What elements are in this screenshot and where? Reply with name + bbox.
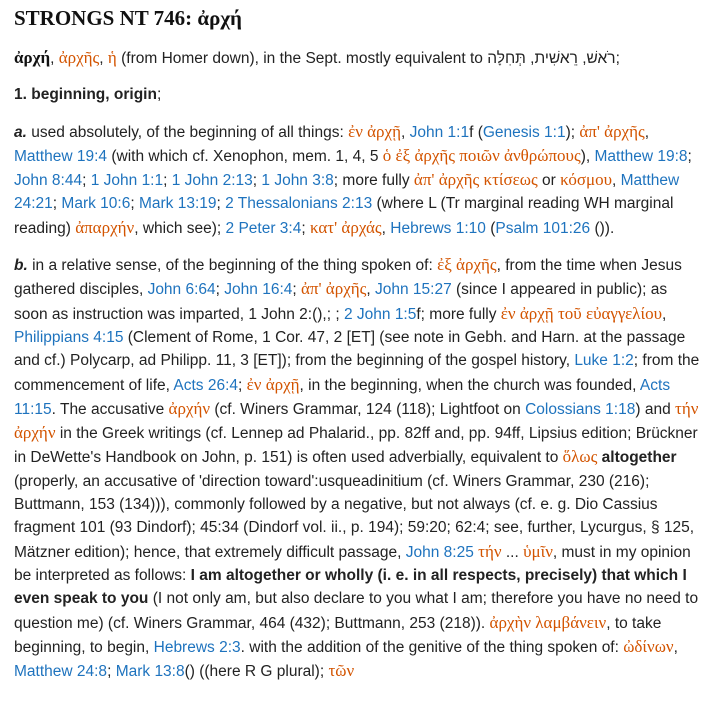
greek-term: ἐν ἀρχῇ bbox=[246, 374, 300, 394]
body-text: , bbox=[381, 219, 391, 237]
sense-b-paragraph bbox=[14, 253, 701, 683]
body-text: ; bbox=[215, 281, 225, 299]
body-text: ) and bbox=[635, 400, 675, 418]
punctuation: ; bbox=[615, 50, 620, 67]
scripture-reference-link[interactable]: Genesis 1:1 bbox=[482, 123, 566, 141]
body-text: , which see); bbox=[134, 219, 226, 237]
body-text: ; bbox=[301, 219, 310, 237]
body-text: ), bbox=[580, 147, 595, 165]
greek-term: ἀπαρχήν bbox=[75, 217, 135, 237]
body-text: ; bbox=[52, 195, 62, 213]
body-text: ; bbox=[163, 172, 172, 190]
sense-label: a. bbox=[14, 123, 27, 141]
body-text: in a relative sense, of the beginning of the thing spoken of: bbox=[27, 257, 438, 275]
body-text: (I not only am, but also declare to you what I am; therefore you have no need to question me) (cf. Winers Grammar, 464 (432); Buttmann, 253 (218)). bbox=[14, 590, 699, 632]
body-text: ( bbox=[485, 219, 496, 237]
separator: , bbox=[50, 50, 59, 67]
body-text: used absolutely, of the beginning of all things: bbox=[26, 123, 349, 141]
sense-a-paragraph bbox=[14, 120, 701, 240]
greek-term: ἀπ' ἀρχῆς bbox=[301, 279, 367, 299]
body-text: , bbox=[662, 305, 667, 323]
bold-gloss: altogether bbox=[601, 449, 677, 467]
scripture-reference-link[interactable]: Luke 1:2 bbox=[574, 352, 634, 370]
body-text: ; bbox=[216, 195, 226, 213]
page-title: STRONGS NT 746: ἀρχή bbox=[14, 6, 242, 30]
body-text: (with which cf. Xenophon, mem. 1, 4, 5 bbox=[107, 147, 383, 165]
greek-genitive: ἀρχῆς bbox=[58, 48, 100, 67]
headword: ἀρχή bbox=[14, 48, 51, 67]
greek-term: ὁ ἐξ ἀρχῆς ποιῶν ἀνθρώπους bbox=[382, 145, 581, 165]
scripture-reference-link[interactable]: Hebrews 1:10 bbox=[390, 219, 486, 237]
body-text: ()). bbox=[590, 219, 615, 237]
body-text: ; bbox=[687, 147, 692, 165]
scripture-reference-link[interactable]: 2 John 1:5 bbox=[343, 305, 417, 323]
separator: , bbox=[99, 50, 108, 67]
greek-term: ἀπ' ἀρχῆς κτίσεως bbox=[413, 170, 538, 190]
scripture-reference-link[interactable]: Mark 10:6 bbox=[61, 195, 131, 213]
greek-term: ἐξ ἀρχῆς bbox=[437, 255, 497, 275]
greek-term: ὠδίνων bbox=[623, 636, 674, 656]
greek-term: ἐν ἀρχῇ τοῦ εὐαγγελίου bbox=[500, 303, 663, 323]
scripture-reference-link[interactable]: John 16:4 bbox=[224, 281, 293, 299]
body-text: ; bbox=[292, 281, 301, 299]
body-text: (cf. Winers Grammar, 124 (118); Lightfoot on bbox=[210, 400, 526, 418]
scripture-reference-link[interactable]: 1 John 3:8 bbox=[261, 172, 334, 190]
body-text: ; bbox=[238, 376, 247, 394]
body-text: ; bbox=[107, 663, 116, 681]
greek-term: ὑμῖν bbox=[523, 541, 553, 561]
scripture-reference-link[interactable]: Mark 13:8 bbox=[115, 663, 185, 681]
greek-term: ὅλως bbox=[562, 447, 598, 467]
body-text: ; from the commencement of life, bbox=[14, 352, 700, 394]
scripture-reference-link[interactable]: John 6:64 bbox=[147, 281, 216, 299]
bold-gloss: I am altogether or wholly (i. e. in all respects, precisely) that which I even speak to you bbox=[14, 566, 687, 608]
body-text: ; bbox=[82, 172, 91, 190]
greek-term: ἐν ἀρχῇ bbox=[348, 121, 401, 141]
scripture-reference-link[interactable]: Matthew 24:8 bbox=[14, 663, 108, 681]
entry-header bbox=[14, 46, 701, 70]
entry-intro-text: (from Homer down), in the Sept. mostly equivalent to bbox=[116, 50, 488, 67]
scripture-reference-link[interactable]: John 1:1 bbox=[409, 123, 470, 141]
body-text: (properly, an accusative of 'direction toward':usqueadinitium (cf. Winers Grammar, 230 (216); Buttmann, 153 (134))), commonly followed by a negative, but not always (cf. e. g. Dio Cassius fragment 101 (93 Dindorf); 45:34 (Dindorf vol. ii., p. 194); 59:20; 62:4; see, further, Lycurgus, § 125, Mätzner edition); hence, that extremely difficult passage, bbox=[14, 472, 695, 561]
scripture-reference-link[interactable]: Acts 11:15 bbox=[14, 376, 671, 418]
body-text: , bbox=[644, 123, 650, 141]
body-text: , bbox=[612, 172, 621, 190]
body-text: ); bbox=[565, 123, 580, 141]
scripture-reference-link[interactable]: John 8:44 bbox=[14, 172, 83, 190]
body-text: f; more fully bbox=[416, 305, 501, 323]
scripture-reference-link[interactable]: Psalm 101:26 bbox=[495, 219, 591, 237]
scripture-reference-link[interactable]: Matthew 24:21 bbox=[14, 172, 680, 213]
body-text: ; more fully bbox=[333, 172, 414, 190]
greek-term: τῶν bbox=[328, 661, 355, 681]
body-text: ; bbox=[252, 172, 262, 190]
hebrew-equivalents: רֹאשׁ, רֵאשִׁית, תְּחִלָּה bbox=[487, 50, 616, 67]
greek-term: ἀρχήν bbox=[168, 398, 211, 418]
body-text: () ((here R G plural); bbox=[184, 663, 329, 681]
body-text: . The accusative bbox=[51, 400, 169, 418]
scripture-reference-link[interactable]: 2 Peter 3:4 bbox=[225, 219, 302, 237]
greek-term: ἀρχὴν λαμβάνειν bbox=[489, 612, 607, 632]
body-text: f ( bbox=[469, 123, 483, 141]
body-text: , bbox=[400, 123, 410, 141]
body-text: , bbox=[366, 281, 375, 299]
body-text: in the Greek writings (cf. Lennep ad Phalarid., pp. 82ff and, pp. 94ff, Lipsius edition; Brückner in DeWette's Handbook on John, p. 151) is often used adverbially, equivalent to bbox=[14, 425, 698, 467]
body-text: , in the beginning, when the church was founded, bbox=[299, 376, 640, 394]
body-text: ... bbox=[501, 543, 524, 561]
greek-term: κόσμου bbox=[560, 170, 613, 190]
greek-term: τήν bbox=[478, 541, 502, 561]
scripture-reference-link[interactable]: Hebrews 2:3 bbox=[153, 638, 241, 656]
body-text: , bbox=[673, 638, 678, 656]
scripture-reference-link[interactable]: Acts 26:4 bbox=[173, 376, 238, 394]
scripture-reference-link[interactable]: Philippians 4:15 bbox=[14, 328, 124, 346]
body-text: , to take beginning, to begin, bbox=[14, 614, 662, 656]
greek-article: ἡ bbox=[107, 48, 117, 67]
greek-term: τήν ἀρχήν bbox=[14, 398, 699, 443]
body-text: (Clement of Rome, 1 Cor. 47, 2 [ET] (see note in Gebh. and Harn. at the passage and cf.) Polycarp, ad Philipp. 11, 3 [ET]); from the beginning of the gospel history, bbox=[14, 328, 686, 370]
sense-title: 1. beginning, origin bbox=[14, 86, 157, 104]
scripture-reference-link[interactable]: John 15:27 bbox=[375, 281, 452, 299]
body-text: ; bbox=[130, 195, 139, 213]
scripture-reference-link[interactable]: 1 John 1:1 bbox=[90, 172, 164, 190]
body-text: , must in my opinion be interpreted as follows: bbox=[14, 543, 691, 584]
sense-label: b. bbox=[14, 257, 28, 275]
body-text: or bbox=[537, 172, 561, 190]
body-text: (since I appeared in public); as soon as instruction was imparted, 1 John 2:(),; ; bbox=[14, 281, 668, 323]
greek-term: ἀπ' ἀρχῆς bbox=[579, 121, 645, 141]
scripture-reference-link[interactable]: Matthew 19:4 bbox=[14, 147, 108, 165]
sense-heading bbox=[14, 83, 701, 106]
scripture-reference-link[interactable]: Matthew 19:8 bbox=[594, 147, 688, 165]
scripture-reference-link[interactable]: 2 Thessalonians 2:13 bbox=[225, 195, 373, 213]
punctuation: ; bbox=[156, 86, 162, 104]
greek-term: κατ' ἀρχάς bbox=[309, 217, 382, 237]
body-text: (where L (Tr marginal reading WH marginal reading) bbox=[14, 195, 674, 237]
body-text: , from the time when Jesus gathered disciples, bbox=[14, 257, 682, 299]
scripture-reference-link[interactable]: Mark 13:19 bbox=[138, 195, 217, 213]
scripture-reference-link[interactable]: 1 John 2:13 bbox=[171, 172, 253, 190]
scripture-reference-link[interactable]: John 8:25 bbox=[405, 543, 474, 561]
body-text: . with the addition of the genitive of the thing spoken of: bbox=[240, 638, 624, 656]
scripture-reference-link[interactable]: Colossians 1:18 bbox=[525, 400, 636, 418]
